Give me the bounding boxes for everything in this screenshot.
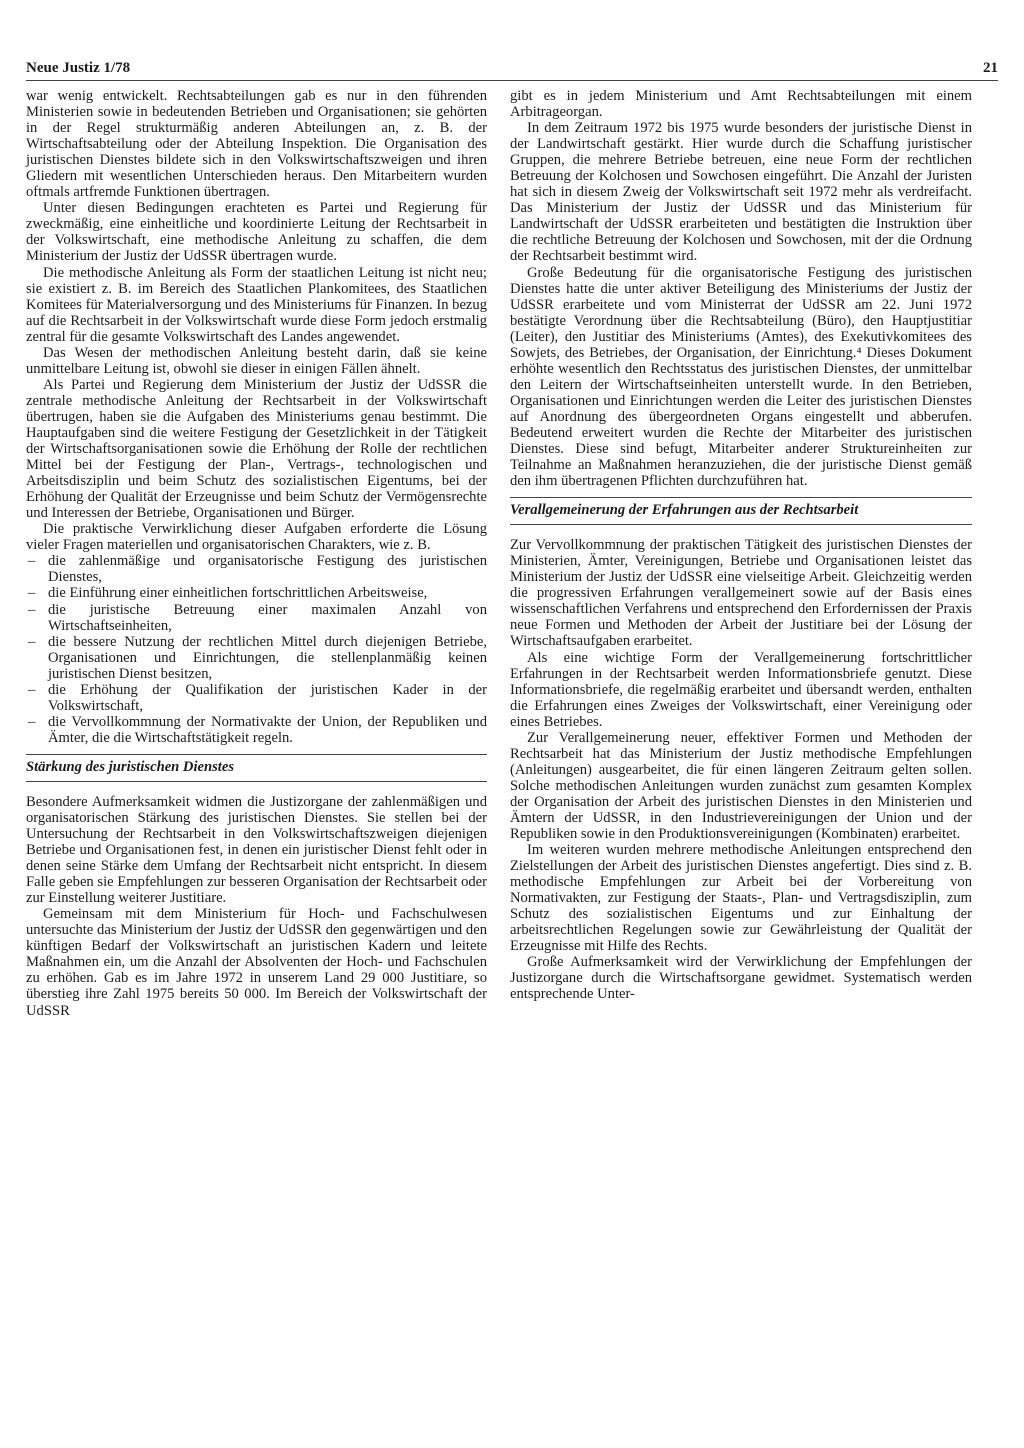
paragraph: Die praktische Verwirklichung dieser Aufgaben erforderte die Lösung vieler Fragen materiellen und organisatorischen Charakters, wie z. B.: [26, 521, 487, 554]
list-item: – die Vervollkommnung der Normativakte der Union, der Republiken und Ämter, die die Wirtschaftstätigkeit regeln.: [26, 714, 487, 746]
paragraph: Zur Verallgemeinerung neuer, effektiver Formen und Methoden der Rechtsarbeit hat das Ministerium der Justiz methodische Empfehlungen (Anleitungen) ausgearbeitet, die für einen längeren Zeitraum gelten sollen. Solche methodischen Anleitungen wurden zunächst zum gesamten Komplex der Organisation der Arbeit des juristischen Dienstes in den Ministerien und Ämtern der UdSSR, in den Industrievereinigungen der Union und der Republiken sowie in den Produktionsvereinigungen (Kombinaten) erarbeitet.: [510, 729, 972, 843]
journal-issue: Neue Justiz 1/78: [26, 60, 131, 76]
page-number: 21: [983, 60, 998, 76]
paragraph: Unter diesen Bedingungen erachteten es Partei und Regierung für zweckmäßig, eine einheitliche und koordinierte Leitung der Rechtsarbeit in der Volkswirtschaft, eine methodische Anleitung zu schaffen, die dem Ministerium der Justiz der UdSSR übertragen wurde.: [26, 200, 487, 265]
left-column: [26, 88, 487, 1019]
paragraph: Große Aufmerksamkeit wird der Verwirklichung der Empfehlungen der Justizorgane durch die Wirtschaftsorgane gewidmet. Systematisch werden entsprechende Unter-: [510, 954, 972, 1003]
paragraph: war wenig entwickelt. Rechtsabteilungen gab es nur in den führenden Ministerien sowie in bedeutenden Betrieben und Organisationen; sie gehörten in der Regel strukturmäßig anderen Abteilungen an, z. B. der Wirtschaftsabteilung oder der Abteilung Inspektion. Die Organisation des juristischen Dienstes bildete sich in den Volkswirtschaftszweigen und ihren Gliedern mit wesentlichen Unterschieden heraus. Den Mitarbeitern wurden oftmals artfremde Funktionen übertragen.: [26, 88, 487, 201]
paragraph: Die methodische Anleitung als Form der staatlichen Leitung ist nicht neu; sie existiert z. B. im Bereich des Staatlichen Plankomitees, des Staatlichen Komitees für Materialversorgung und des Ministeriums für Finanzen. In bezug auf die Rechtsarbeit in der Volkswirtschaft wurde diese Form jedoch erstmalig zentral für die gesamte Volkswirtschaft des Landes angewendet.: [26, 264, 487, 345]
paragraph: In dem Zeitraum 1972 bis 1975 wurde besonders der juristische Dienst in der Landwirtschaft gestärkt. Hier wurde durch die Schaffung juristischer Gruppen, die mehrere Betriebe betreuen, eine neue Form der rechtlichen Betreuung der Kolchosen und Sowchosen eingeführt. Die Anzahl der Juristen hat sich in diesem Zweig der Volkswirtschaft seit 1972 mehr als verdreifacht. Das Ministerium der Justiz der UdSSR und das Ministerium für Landwirtschaft der UdSSR erarbeiteten und bestätigten die Instruktion über die rechtliche Betreuung der Kolchosen und Sowchosen, mit der die Ordnung der Rechtsarbeit bestimmt wird.: [510, 120, 972, 265]
paragraph: Gemeinsam mit dem Ministerium für Hoch- und Fachschulwesen untersuchte das Ministerium der Justiz der UdSSR den gegenwärtigen und den künftigen Bedarf der Volkswirtschaft an juristischen Kadern und leitete Maßnahmen ein, um die Anzahl der Absolventen der Hoch- und Fachschulen zu erhöhen. Gab es im Jahre 1972 in unserem Land 29 000 Justitiare, so überstieg ihre Zahl 1975 bereits 50 000. Im Bereich der Volkswirtschaft der UdSSR: [26, 906, 487, 1019]
paragraph: Große Bedeutung für die organisatorische Festigung des juristischen Dienstes hatte die unter aktiver Beteiligung des Ministeriums der Justiz der UdSSR erarbeitete und vom Ministerrat der UdSSR am 22. Juni 1972 bestätigte Verordnung über die Rechtsabteilung (Büro), den Hauptjustitiar (Leiter), den Justitiar des Ministeriums (Amtes), des Exekutivkomitees des Sowjets, des Betriebes, der Organisation, der Einrichtung.⁴ Dieses Dokument erhöhte wesentlich den Rechtsstatus des juristischen Dienstes, der unmittelbar den Leitern der Wirtschaftseinheiten unterstellt wurde. In den Betrieben, Organisationen und Einrichtungen werden die Leiter des juristischen Dienstes auf Anordnung des übergeordneten Organs eingestellt und abberufen. Bedeutend erweitert wurden die Rechte der Mitarbeiter des juristischen Dienstes. Diese sind befugt, Mitarbeiter anderer Struktureinheiten zur Teilnahme an Maßnahmen heranzuziehen, die der juristische Dienst gemäß den ihm übertragenen Pflichten durchzuführen hat.: [510, 264, 972, 490]
section-heading: Verallgemeinerung der Erfahrungen aus der Rechtsarbeit: [510, 497, 972, 525]
paragraph: Besondere Aufmerksamkeit widmen die Justizorgane der zahlenmäßigen und organisatorischen Stärkung des juristischen Dienstes. Sie stellen bei der Untersuchung der Rechtsarbeit in den Volkswirtschaftszweigen diejenigen Betriebe und Organisationen fest, in denen ein juristischer Dienst fehlt oder in denen seine Stärke dem Umfang der Rechtsarbeit nicht entspricht. In diesem Falle geben sie Empfehlungen zur besseren Organisation der Rechtsarbeit oder zur Einstellung weiterer Justitiare.: [26, 793, 487, 907]
running-header: [26, 60, 998, 81]
list-item: – die zahlenmäßige und organisatorische Festigung des juristischen Dienstes,: [26, 553, 487, 585]
paragraph: gibt es in jedem Ministerium und Amt Rechtsabteilungen mit einem Arbitrageorgan.: [510, 88, 972, 121]
list-item: – die bessere Nutzung der rechtlichen Mittel durch diejenigen Betriebe, Organisationen und Einrichtungen, die stellenplanmäßig keinen juristischen Dienst besitzen,: [26, 634, 487, 682]
paragraph: Als Partei und Regierung dem Ministerium der Justiz der UdSSR die zentrale methodische Anleitung der Rechtsarbeit in der Volkswirtschaft übertrugen, haben sie die Aufgaben des Ministeriums genau bestimmt. Die Hauptaufgaben sind die weitere Festigung der Gesetzlichkeit in der Tätigkeit der Wirtschaftsorganisationen sowie die Erhöhung der Rolle der rechtlichen Mittel bei der Festigung der Plan-, Vertrags-, technologischen und Arbeitsdisziplin und beim Schutz des sozialistischen Eigentums, bei der Erhöhung der Qualität der Erzeugnisse und beim Schutz der Vermögensrechte und Interessen der Betriebe, Organisationen und Bürger.: [26, 376, 487, 522]
list-item: – die Erhöhung der Qualifikation der juristischen Kader in der Volkswirtschaft,: [26, 682, 487, 714]
section-heading: Stärkung des juristischen Dienstes: [26, 754, 487, 782]
paragraph: Im weiteren wurden mehrere methodische Anleitungen entsprechend den Zielstellungen der Arbeit des juristischen Dienstes angefertigt. Dies sind z. B. methodische Empfehlungen zur Arbeit bei der Vorbereitung von Normativakten, zur Festigung der Staats-, Plan- und Vertragsdisziplin, zum Schutz des sozialistischen Eigentums und zur Einhaltung der arbeitsrechtlichen Regelungen sowie zur Gewährleistung der Qualität der Erzeugnisse mit Hilfe des Rechts.: [510, 842, 972, 955]
list-item: – die juristische Betreuung einer maximalen Anzahl von Wirtschaftseinheiten,: [26, 602, 487, 634]
paragraph: Als eine wichtige Form der Verallgemeinerung fortschrittlicher Erfahrungen in der Rechtsarbeit werden Informationsbriefe genutzt. Diese Informationsbriefe, die regelmäßig erarbeitet und übersandt werden, enthalten die Erfahrungen eines Zweiges der Volkswirtschaft, einer Vereinigung oder eines Betriebes.: [510, 649, 972, 730]
paragraph: Das Wesen der methodischen Anleitung besteht darin, daß sie keine unmittelbare Leitung ist, obwohl sie dieser in einigen Fällen ähnelt.: [26, 344, 487, 377]
list-item: – die Einführung einer einheitlichen fortschrittlichen Arbeitsweise,: [26, 585, 487, 601]
right-column: [510, 88, 972, 1003]
paragraph: Zur Vervollkommnung der praktischen Tätigkeit des juristischen Dienstes der Ministerien, Ämter, Vereinigungen, Betriebe und Organisationen leistet das Ministerium der Justiz der UdSSR eine vielseitige Arbeit. Gleichzeitig werden die progressiven Erfahrungen verallgemeinert sowie auf der Basis eines wissenschaftlichen Verfahrens und entsprechend den Erfordernissen der Praxis neue Formen und Methoden der Arbeit der Justitiare bei der Lösung der Wirtschaftsaufgaben erarbeitet.: [510, 537, 972, 650]
dash-list: [26, 553, 487, 746]
